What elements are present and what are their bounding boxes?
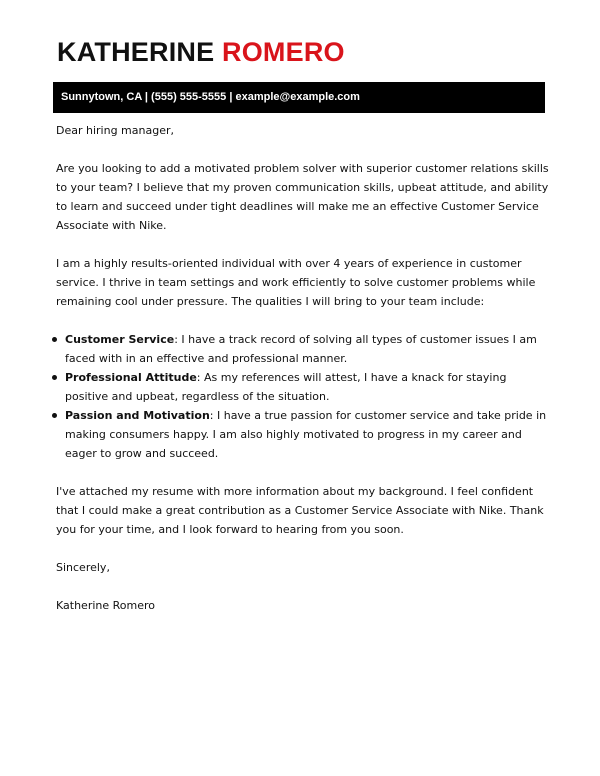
salutation: Dear hiring manager,	[56, 124, 174, 137]
quality-title: Professional Attitude	[65, 371, 197, 384]
signature: Katherine Romero	[56, 599, 155, 612]
list-item	[56, 330, 552, 368]
quality-title: Passion and Motivation	[65, 409, 210, 422]
quality-text: : I have a true passion for customer service and take pride in making consumers happy. I am also highly motivated to progress in my career and eager to grow and succeed.	[65, 409, 547, 460]
list-item	[56, 368, 552, 406]
paragraph-closing: I've attached my resume with more information about my background. I feel confident that I could make a great contribution as a Customer Service Associate with Nike. Thank you for your time, and I look forward to hearing from you soon.	[56, 485, 544, 536]
bullet-icon	[52, 413, 57, 418]
quality-text: : As my references will attest, I have a knack for staying positive and upbeat, regardless of the situation.	[65, 371, 507, 403]
applicant-name	[57, 36, 345, 68]
quality-title: Customer Service	[65, 333, 175, 346]
bullet-icon	[52, 375, 57, 380]
first-name: KATHERINE	[57, 37, 215, 67]
quality-text: : I have a track record of solving all types of customer issues I am faced with in an effective and professional manner.	[65, 333, 537, 365]
last-name: ROMERO	[222, 37, 345, 67]
closing: Sincerely,	[56, 561, 110, 574]
bullet-icon	[52, 337, 57, 342]
paragraph-intro: Are you looking to add a motivated problem solver with superior customer relations skills to your team? I believe that my proven communication skills, upbeat attitude, and ability to learn and succeed under tight deadlines will make me an effective Customer Service Associate with Nike.	[56, 162, 549, 232]
contact-bar	[53, 82, 545, 113]
qualities-list	[56, 330, 552, 463]
letter-body	[56, 121, 552, 634]
contact-info: Sunnytown, CA | (555) 555-5555 | example@example.com	[61, 91, 360, 103]
list-item	[56, 406, 552, 463]
paragraph-experience: I am a highly results-oriented individual with over 4 years of experience in customer service. I thrive in team settings and work efficiently to solve customer problems while remaining cool under pressure. The qualities I will bring to your team include:	[56, 257, 536, 308]
